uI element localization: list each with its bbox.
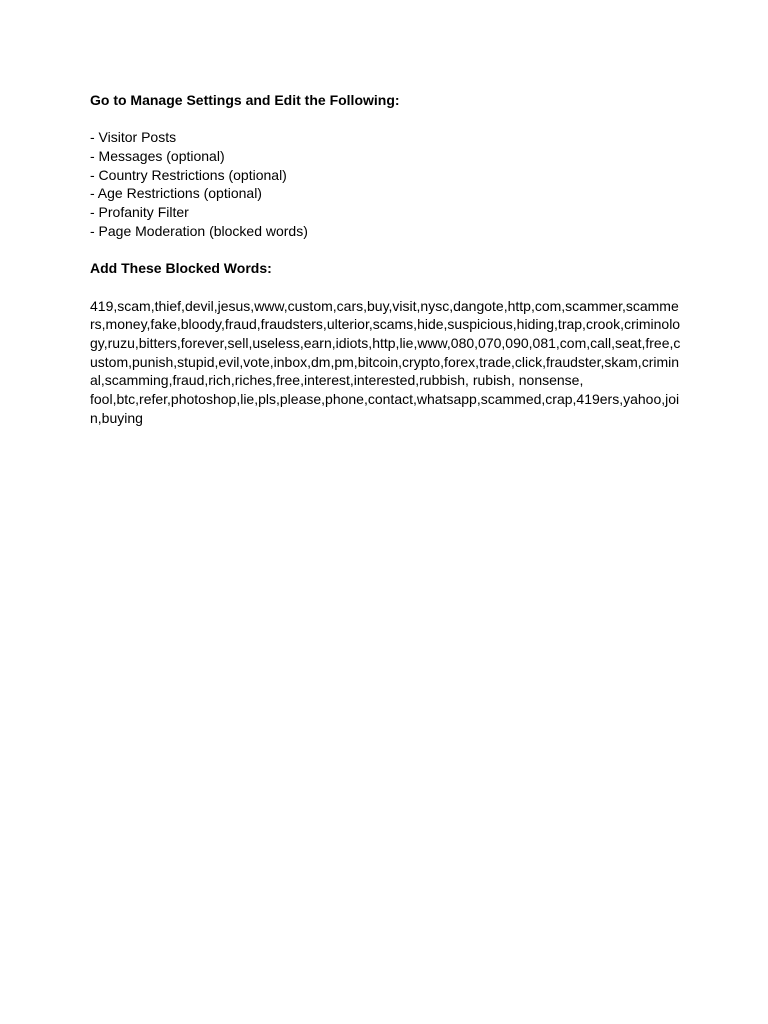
blocked-words-line: gy,ruzu,bitters,forever,sell,useless,earn,idiots,http,lie,www,080,070,090,081,com,call,seat,free,c (90, 334, 681, 351)
blank-line (90, 110, 680, 129)
settings-list (90, 128, 680, 240)
blocked-words-line: n,buying (90, 409, 143, 426)
section-heading-manage-settings: Go to Manage Settings and Edit the Following: (90, 92, 400, 108)
blank-line (90, 278, 680, 297)
list-item: - Country Restrictions (optional) (90, 166, 287, 183)
list-item: - Profanity Filter (90, 204, 189, 221)
blocked-words-line: fool,btc,refer,photoshop,lie,pls,please,phone,contact,whatsapp,scammed,crap,419ers,yahoo,joi (90, 391, 680, 408)
blank-line (90, 241, 680, 260)
blocked-words-line: 419,scam,thief,devil,jesus,www,custom,cars,buy,visit,nysc,dangote,http,com,scammer,scamme (90, 297, 679, 314)
list-item: - Messages (optional) (90, 148, 225, 165)
list-item: - Page Moderation (blocked words) (90, 222, 308, 239)
blocked-words-line: ustom,punish,stupid,evil,vote,inbox,dm,pm,bitcoin,crypto,forex,trade,click,fraudster,skam,crimin (90, 353, 680, 370)
blocked-words-paragraph (90, 297, 680, 428)
list-item: - Age Restrictions (optional) (90, 185, 262, 202)
blocked-words-line: rs,money,fake,bloody,fraud,fraudsters,ulterior,scams,hide,suspicious,hiding,trap,crook,criminolo (90, 316, 681, 333)
list-item: - Visitor Posts (90, 129, 177, 146)
section-heading-blocked-words: Add These Blocked Words: (90, 260, 272, 277)
document-page (90, 91, 680, 427)
blocked-words-line: al,scamming,fraud,rich,riches,free,interest,interested,rubbish, rubish, nonsense, (90, 372, 584, 389)
